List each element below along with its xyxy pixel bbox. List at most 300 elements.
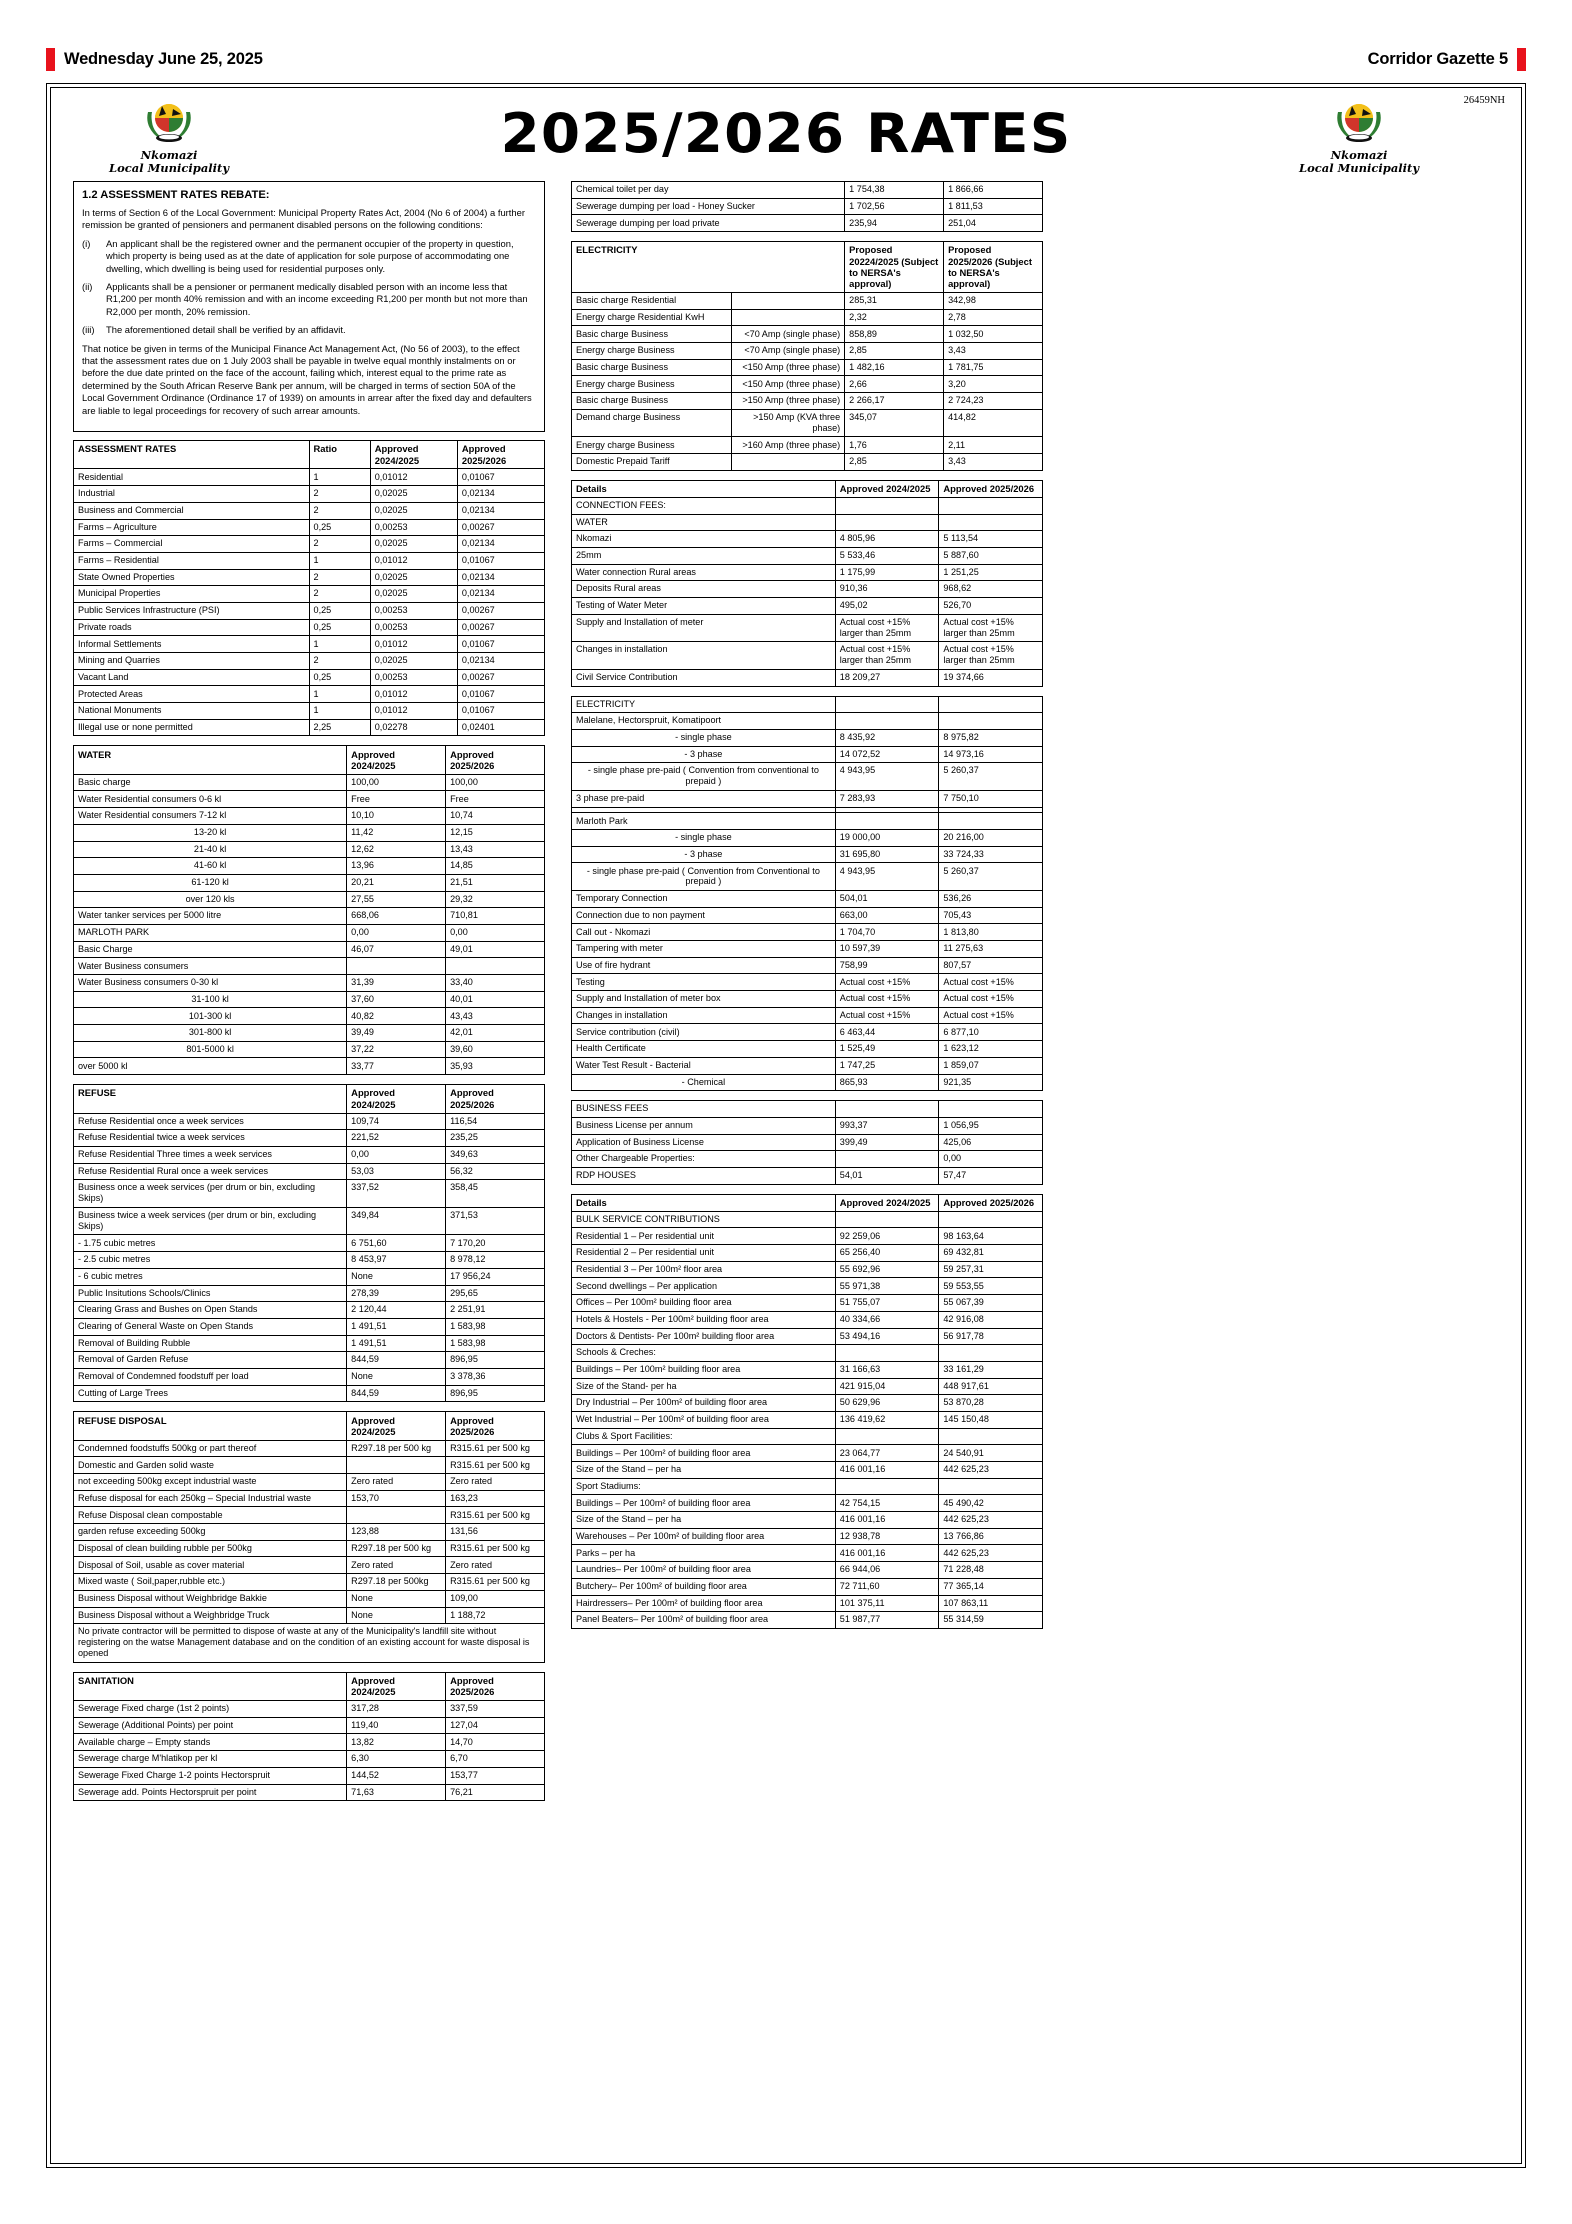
table-row [74, 1457, 545, 1474]
disposal-2024: None [347, 1607, 446, 1624]
refuse-2025: 56,32 [446, 1163, 545, 1180]
bulk-2024 [835, 1478, 939, 1495]
water-2025: 33,40 [446, 975, 545, 992]
table-row [572, 746, 1043, 763]
refuse-2025: 3 378,36 [446, 1368, 545, 1385]
table-row [572, 1378, 1043, 1395]
table-row [74, 703, 545, 720]
bulk-service-table [571, 1194, 1043, 1629]
disposal-2024: Zero rated [347, 1474, 446, 1491]
table-row [74, 1180, 545, 1208]
rate-ratio: 0,25 [309, 669, 370, 686]
bulk-2025: 442 625,23 [939, 1462, 1043, 1479]
refuse-2024: 337,52 [347, 1180, 446, 1208]
refuse-label: Business once a week services (per drum or bin, excluding Skips) [74, 1180, 347, 1208]
water-label: Water Residential consumers 0-6 kl [74, 791, 347, 808]
bulk-2025: 77 365,14 [939, 1578, 1043, 1595]
electricity-qualifier: <70 Amp (single phase) [732, 326, 845, 343]
table-row [74, 569, 545, 586]
sanitation-label: Sewerage add. Points Hectorspruit per point [74, 1784, 347, 1801]
table-row [74, 1734, 545, 1751]
refuse-2024: 109,74 [347, 1113, 446, 1130]
refuse-label: Public Insitutions Schools/Clinics [74, 1285, 347, 1302]
sanitation-label: Chemical toilet per day [572, 182, 845, 199]
water-2024: 668,06 [347, 908, 446, 925]
elec-conn-2024: 14 072,52 [835, 746, 939, 763]
col-head-0: REFUSE DISPOSAL [74, 1412, 347, 1440]
elec-conn-2024: 1 525,49 [835, 1041, 939, 1058]
elec-conn-label: Changes in installation [572, 1007, 836, 1024]
rate-ratio: 1 [309, 636, 370, 653]
bulk-2024: 51 755,07 [835, 1295, 939, 1312]
elec-conn-2025: 20 216,00 [939, 830, 1043, 847]
electricity-2024: 345,07 [845, 409, 944, 437]
elec-conn-2024: 758,99 [835, 957, 939, 974]
sanitation-2025: 76,21 [446, 1784, 545, 1801]
table-row [572, 763, 1043, 791]
table-row [74, 1113, 545, 1130]
elec-conn-2024: Actual cost +15% [835, 991, 939, 1008]
water-2025: Free [446, 791, 545, 808]
refuse-label: Refuse Residential twice a week services [74, 1130, 347, 1147]
bulk-2024: 55 971,38 [835, 1278, 939, 1295]
table-row [74, 1058, 545, 1075]
electricity-label: Energy charge Residential KwH [572, 309, 732, 326]
elec-conn-label: 3 phase pre-paid [572, 790, 836, 807]
bulk-label: Offices – Per 100m² building floor area [572, 1295, 836, 1312]
water-label: over 120 kls [74, 891, 347, 908]
rebate-closing: That notice be given in terms of the Municipal Finance Act Management Act, (No 56 of 2003), to the effect that the assessment rates due on 1 July 2003 shall be payable in twelve equal monthly instalments on or before the due date printed on the face of the account, failing which, interest equal to the prime rate as determined by the South African Reserve Bank per annum, will be charged in terms of section 50A of the Local Government Ordinance (Ordinance 17 of 1939) on amounts in arrear after the fixed day and defaulters are liable to legal proceedings for recovery of such arrear amounts. [82, 342, 532, 416]
sanitation-2024: 119,40 [347, 1717, 446, 1734]
table-row [572, 1595, 1043, 1612]
elec-conn-label: - 3 phase [572, 746, 836, 763]
table-row [572, 642, 1043, 670]
job-number: 26459NH [1463, 95, 1505, 106]
table-row [74, 891, 545, 908]
elec-conn-2024: 4 943,95 [835, 863, 939, 891]
elec-conn-2025: Actual cost +15% [939, 991, 1043, 1008]
water-2024: 11,42 [347, 824, 446, 841]
elec-conn-2025: 1 813,80 [939, 924, 1043, 941]
sanitation-label: Sewerage (Additional Points) per point [74, 1717, 347, 1734]
elec-conn-2025: 921,35 [939, 1074, 1043, 1091]
table-row [74, 1318, 545, 1335]
refuse-label: Refuse Residential once a week services [74, 1113, 347, 1130]
col-head-2: Approved 2024/2025 [370, 441, 457, 469]
rate-category: Informal Settlements [74, 636, 310, 653]
sanitation-2024: 6,30 [347, 1751, 446, 1768]
elec-conn-label: - single phase pre-paid ( Convention from Conventional to prepaid ) [572, 863, 836, 891]
sanitation-2024: 144,52 [347, 1767, 446, 1784]
water-2025: 49,01 [446, 941, 545, 958]
disposal-2024: R297.18 per 500kg [347, 1574, 446, 1591]
electricity-label: Demand charge Business [572, 409, 732, 437]
rate-2024: 0,01012 [370, 552, 457, 569]
water-2024: 20,21 [347, 874, 446, 891]
elec-conn-label: Testing [572, 974, 836, 991]
connection-2024: 18 209,27 [835, 669, 939, 686]
rate-ratio: 2 [309, 486, 370, 503]
rate-2025: 0,02134 [457, 486, 544, 503]
rate-2025: 0,02134 [457, 653, 544, 670]
sanitation-2024: 1 702,56 [845, 198, 944, 215]
electricity-2024: 2 266,17 [845, 393, 944, 410]
electricity-2025: 3,43 [944, 454, 1043, 471]
rebate-list-item [82, 281, 536, 318]
electricity-label: Basic charge Business [572, 393, 732, 410]
table-row [74, 1335, 545, 1352]
electricity-label: Basic charge Business [572, 359, 732, 376]
bulk-2024: 101 375,11 [835, 1595, 939, 1612]
connection-label: Changes in installation [572, 642, 836, 670]
table-row [74, 958, 545, 975]
water-label: over 5000 kl [74, 1058, 347, 1075]
right-column [571, 181, 1043, 1810]
table-row [74, 1130, 545, 1147]
table-row [74, 1784, 545, 1801]
table-row [572, 729, 1043, 746]
table-row [572, 669, 1043, 686]
table-row [74, 653, 545, 670]
water-2024 [347, 958, 446, 975]
table-row [74, 1590, 545, 1607]
elec-conn-label: Health Certificate [572, 1041, 836, 1058]
bulk-2024: 31 166,63 [835, 1361, 939, 1378]
table-row [74, 1302, 545, 1319]
bulk-label: Warehouses – Per 100m² of building floor area [572, 1528, 836, 1545]
table-row [74, 1767, 545, 1784]
table-row [572, 1261, 1043, 1278]
table-row [572, 924, 1043, 941]
table-row [572, 614, 1043, 642]
bulk-2024 [835, 1211, 939, 1228]
table-row [74, 808, 545, 825]
electricity-2025: 342,98 [944, 292, 1043, 309]
connection-2025: 5 887,60 [939, 547, 1043, 564]
sanitation-2024: 13,82 [347, 1734, 446, 1751]
sanitation-2025: 1 811,53 [944, 198, 1043, 215]
elec-conn-2024: Actual cost +15% [835, 1007, 939, 1024]
business-2025: 1 056,95 [939, 1117, 1043, 1134]
electricity-2025: 3,43 [944, 343, 1043, 360]
table-row [572, 1395, 1043, 1412]
table-row [74, 908, 545, 925]
rate-2024: 0,02025 [370, 586, 457, 603]
disposal-2025: R315.61 per 500 kg [446, 1457, 545, 1474]
rebate-list-item [82, 238, 536, 275]
connection-label: Supply and Installation of meter [572, 614, 836, 642]
rate-category: Protected Areas [74, 686, 310, 703]
col-head-1: Ratio [309, 441, 370, 469]
elec-conn-2025: 8 975,82 [939, 729, 1043, 746]
col-head-2: Proposed 2025/2026 (Subject to NERSA's approval) [944, 242, 1043, 293]
business-2025: 0,00 [939, 1151, 1043, 1168]
rate-ratio: 1 [309, 469, 370, 486]
bulk-2025: 69 432,81 [939, 1245, 1043, 1262]
bulk-label: Size of the Stand- per ha [572, 1378, 836, 1395]
rate-category: Municipal Properties [74, 586, 310, 603]
water-2024: 0,00 [347, 924, 446, 941]
table-row [74, 1146, 545, 1163]
rate-category: Business and Commercial [74, 502, 310, 519]
water-2025: 29,32 [446, 891, 545, 908]
bulk-2024: 136 419,62 [835, 1411, 939, 1428]
rebate-item-marker: (i) [82, 237, 91, 249]
disposal-label: Refuse disposal for each 250kg – Special Industrial waste [74, 1490, 347, 1507]
rate-2025: 0,02134 [457, 536, 544, 553]
table-row [74, 1524, 545, 1541]
connection-2025 [939, 514, 1043, 531]
elec-conn-2025: Actual cost +15% [939, 974, 1043, 991]
table-row [74, 636, 545, 653]
municipality-crest-icon-right [1330, 96, 1388, 148]
water-label: 101-300 kl [74, 1008, 347, 1025]
col-head-1: Approved 2024/2025 [347, 1672, 446, 1700]
table-row [572, 437, 1043, 454]
water-2025: 710,81 [446, 908, 545, 925]
table-row [74, 874, 545, 891]
water-label: 13-20 kl [74, 824, 347, 841]
electricity-qualifier: >150 Amp (KVA three phase) [732, 409, 845, 437]
bulk-label: Residential 2 – Per residential unit [572, 1245, 836, 1262]
water-2024: 31,39 [347, 975, 446, 992]
col-head-2: Approved 2025/2026 [446, 1672, 545, 1700]
bulk-label: Residential 1 – Per residential unit [572, 1228, 836, 1245]
disposal-2025: R315.61 per 500 kg [446, 1540, 545, 1557]
table-header-row [74, 1672, 545, 1700]
table-row [572, 1361, 1043, 1378]
table-header-row [74, 746, 545, 774]
elec-conn-label: Marloth Park [572, 813, 836, 830]
columns [51, 181, 1521, 1810]
elec-conn-2025: 536,26 [939, 890, 1043, 907]
table-row [572, 497, 1043, 514]
rate-2024: 0,02025 [370, 486, 457, 503]
rebate-textbox [73, 181, 545, 432]
refuse-table [73, 1084, 545, 1402]
disposal-label: Disposal of Soil, usable as cover material [74, 1557, 347, 1574]
bulk-label: Laundries– Per 100m² of building floor area [572, 1562, 836, 1579]
business-2024: 54,01 [835, 1167, 939, 1184]
refuse-2025: 896,95 [446, 1385, 545, 1402]
table-row [74, 502, 545, 519]
water-2025: 39,60 [446, 1041, 545, 1058]
bulk-2025: 13 766,86 [939, 1528, 1043, 1545]
col-head-1: Approved 2024/2025 [347, 746, 446, 774]
electricity-conn-subheading: Malelane, Hectorspruit, Komatipoort [572, 713, 836, 730]
refuse-label: Refuse Residential Three times a week services [74, 1146, 347, 1163]
electricity-qualifier [732, 292, 845, 309]
table-row [74, 519, 545, 536]
rebate-item-text: The aforementioned detail shall be verified by an affidavit. [106, 324, 346, 336]
rate-2025: 0,02134 [457, 586, 544, 603]
bulk-2024: 416 001,16 [835, 1462, 939, 1479]
elec-conn-2024 [835, 813, 939, 830]
sanitation-label: Available charge – Empty stands [74, 1734, 347, 1751]
connection-label: Civil Service Contribution [572, 669, 836, 686]
title-band [51, 88, 1521, 181]
table-row [572, 1612, 1043, 1629]
elec-conn-2024: 4 943,95 [835, 763, 939, 791]
table-row [572, 309, 1043, 326]
sanitation-2024: 235,94 [845, 215, 944, 232]
refuse-2024: 844,59 [347, 1385, 446, 1402]
refuse-2024: 278,39 [347, 1285, 446, 1302]
table-row [74, 1440, 545, 1457]
refuse-2024: 844,59 [347, 1352, 446, 1369]
col-head-2: Approved 2025/2026 [939, 1194, 1043, 1211]
rate-2025: 0,02134 [457, 569, 544, 586]
rate-2024: 0,00253 [370, 669, 457, 686]
bulk-label: Size of the Stand – per ha [572, 1462, 836, 1479]
masthead [46, 44, 1526, 74]
table-row [572, 1134, 1043, 1151]
connection-label: CONNECTION FEES: [572, 497, 836, 514]
water-table [73, 745, 545, 1075]
rebate-item-text: An applicant shall be the registered owner and the permanent occupier of the property in question, which property is being used as at the date of application for sole purpose of accommodating one dwelling, which dwelling is being used for residential purposes only. [106, 237, 514, 274]
water-2025: 42,01 [446, 1025, 545, 1042]
table-row [74, 1557, 545, 1574]
rate-2024: 0,00253 [370, 519, 457, 536]
rate-2024: 0,00253 [370, 602, 457, 619]
table-row [572, 790, 1043, 807]
elec-conn-label: - single phase [572, 729, 836, 746]
col-head-1: Approved 2024/2025 [347, 1085, 446, 1113]
water-label: 21-40 kl [74, 841, 347, 858]
elec-conn-2024: 1 747,25 [835, 1057, 939, 1074]
bulk-2025: 33 161,29 [939, 1361, 1043, 1378]
sanitation-2025: 1 866,66 [944, 182, 1043, 199]
bulk-2024: 40 334,66 [835, 1311, 939, 1328]
rebate-items [82, 238, 536, 337]
electricity-label: Domestic Prepaid Tariff [572, 454, 732, 471]
col-head-0: WATER [74, 746, 347, 774]
water-2024: 40,82 [347, 1008, 446, 1025]
masthead-date: Wednesday June 25, 2025 [64, 49, 263, 68]
bulk-2024 [835, 1428, 939, 1445]
rate-2024: 0,02025 [370, 569, 457, 586]
sanitation-2024: 71,63 [347, 1784, 446, 1801]
rate-ratio: 2 [309, 502, 370, 519]
disposal-2024: Zero rated [347, 1557, 446, 1574]
bulk-label: Buildings – Per 100m² of building floor area [572, 1495, 836, 1512]
connection-2025: 526,70 [939, 597, 1043, 614]
elec-conn-label: - Chemical [572, 1074, 836, 1091]
disposal-label: garden refuse exceeding 500kg [74, 1524, 347, 1541]
rate-2024: 0,00253 [370, 619, 457, 636]
water-label: 31-100 kl [74, 991, 347, 1008]
table-row [572, 597, 1043, 614]
table-row [572, 182, 1043, 199]
disposal-label: Domestic and Garden solid waste [74, 1457, 347, 1474]
table-row [572, 1117, 1043, 1134]
rate-2025: 0,00267 [457, 519, 544, 536]
masthead-publication: Corridor Gazette 5 [1367, 49, 1508, 68]
bulk-label: Hotels & Hostels - Per 100m² building floor area [572, 1311, 836, 1328]
table-row [572, 359, 1043, 376]
bulk-2024: 50 629,96 [835, 1395, 939, 1412]
table-header-row [74, 441, 545, 469]
water-2025: 13,43 [446, 841, 545, 858]
rate-ratio: 2 [309, 569, 370, 586]
table-row [572, 1245, 1043, 1262]
table-row [74, 791, 545, 808]
disposal-label: not exceeding 500kg except industrial waste [74, 1474, 347, 1491]
elec-conn-2024: 6 463,44 [835, 1024, 939, 1041]
table-row [572, 941, 1043, 958]
table-row [74, 1235, 545, 1252]
business-fees-table [571, 1100, 1043, 1184]
table-row [74, 1607, 545, 1624]
table-row [572, 1578, 1043, 1595]
bulk-service-body [572, 1211, 1043, 1628]
bulk-2024: 51 987,77 [835, 1612, 939, 1629]
electricity-conn-body [572, 696, 1043, 1091]
elec-conn-label: Call out - Nkomazi [572, 924, 836, 941]
connection-2024: 910,36 [835, 581, 939, 598]
refuse-disposal-note: No private contractor will be permitted to dispose of waste at any of the Municipality's landfill site without registering on the watse Management database and on the condition of an existing account for waste disposal is opened [74, 1624, 545, 1663]
water-label: Basic charge [74, 774, 347, 791]
refuse-label: Removal of Building Rubble [74, 1335, 347, 1352]
table-row [572, 957, 1043, 974]
table-row [572, 1445, 1043, 1462]
sanitation-2025: 337,59 [446, 1701, 545, 1718]
table-row [572, 1328, 1043, 1345]
connection-2024: 4 805,96 [835, 531, 939, 548]
bulk-label: Parks – per ha [572, 1545, 836, 1562]
water-2025 [446, 958, 545, 975]
disposal-2024: 153,70 [347, 1490, 446, 1507]
refuse-2024: None [347, 1268, 446, 1285]
water-label: 801-5000 kl [74, 1041, 347, 1058]
bulk-label: Sport Stadiums: [572, 1478, 836, 1495]
table-row [572, 1545, 1043, 1562]
elec-conn-label: Supply and Installation of meter box [572, 991, 836, 1008]
business-fees-body [572, 1101, 1043, 1184]
table-row [572, 846, 1043, 863]
sanitation-label: Sewerage charge M'hlatikop per kl [74, 1751, 347, 1768]
elec-conn-2024: Actual cost +15% [835, 974, 939, 991]
red-bar-right-icon [1517, 48, 1526, 71]
table-row [572, 393, 1043, 410]
rate-2024: 0,01012 [370, 703, 457, 720]
rebate-intro: In terms of Section 6 of the Local Government: Municipal Property Rates Act, 2004 (No 6 of 2004) a further remission be granted of pensioners and permanent disabled persons on the following conditions: [82, 207, 525, 231]
rate-category: Farms – Residential [74, 552, 310, 569]
water-label: Water Business consumers 0-30 kl [74, 975, 347, 992]
elec-conn-label: Service contribution (civil) [572, 1024, 836, 1041]
elec-conn-2025 [939, 696, 1043, 713]
electricity-2024: 858,89 [845, 326, 944, 343]
col-head-1: Proposed 20224/2025 (Subject to NERSA's approval) [845, 242, 944, 293]
water-label: MARLOTH PARK [74, 924, 347, 941]
disposal-2025: 109,00 [446, 1590, 545, 1607]
disposal-2024 [347, 1457, 446, 1474]
connection-label: Nkomazi [572, 531, 836, 548]
refuse-label: Business twice a week services (per drum or bin, excluding Skips) [74, 1207, 347, 1235]
bulk-2024: 416 001,16 [835, 1512, 939, 1529]
rate-2025: 0,01067 [457, 552, 544, 569]
sanitation-label: Sewerage Fixed Charge 1-2 points Hectorspruit [74, 1767, 347, 1784]
table-row [74, 941, 545, 958]
bulk-2024: 12 938,78 [835, 1528, 939, 1545]
refuse-label: Refuse Residential Rural once a week services [74, 1163, 347, 1180]
business-label: Other Chargeable Properties: [572, 1151, 836, 1168]
rate-2025: 0,00267 [457, 602, 544, 619]
col-head-3: Approved 2025/2026 [457, 441, 544, 469]
disposal-label: Disposal of clean building rubble per 500kg [74, 1540, 347, 1557]
rebate-item-text: Applicants shall be a pensioner or permanent medically disabled person with an income less that R1,200 per month 40% remission and with an income exceeding R1,200 per month but not more than R2,000 per month, 20% remission. [106, 281, 528, 317]
business-2025: 57,47 [939, 1167, 1043, 1184]
